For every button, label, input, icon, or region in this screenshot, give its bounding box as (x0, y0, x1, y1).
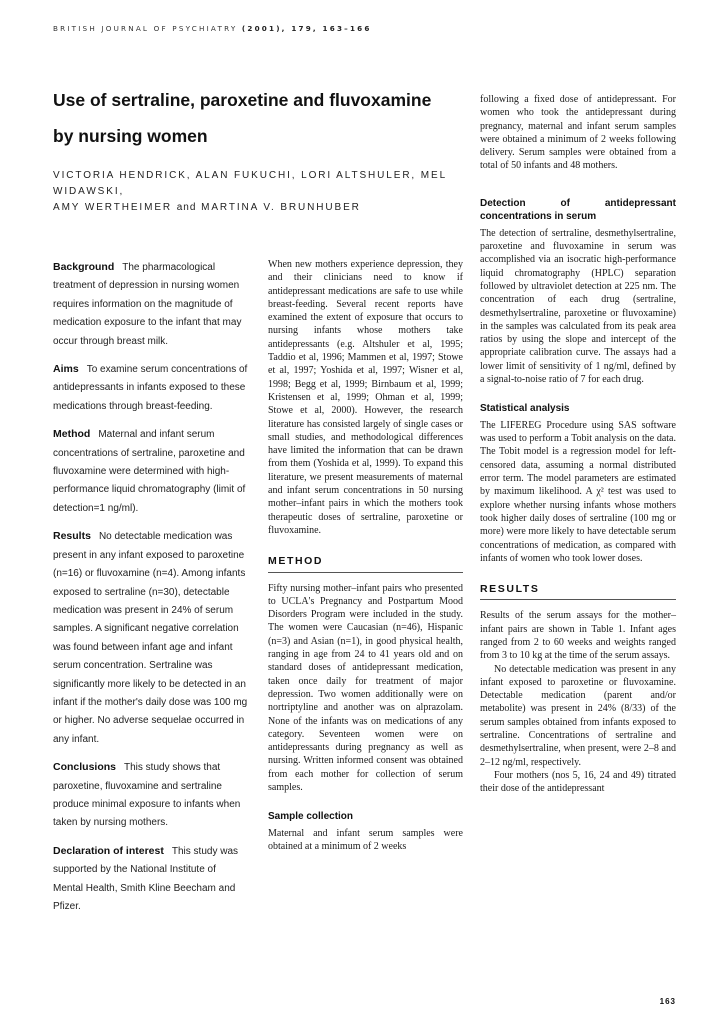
sample-collection-paragraph: Maternal and infant serum samples were obtained at a minimum of 2 weeks (268, 827, 463, 853)
method-paragraph: Fifty nursing mother–infant pairs who presented to UCLA's Pregnancy and Postpartum Mood Disorders Program were included in the study. The women were Caucasian (n=46), Hispanic (n=3) and Asian (n=1), in good physical health, ranging in age from 24 to 41 years old and on standard doses of antidepressant medication, taken once daily for treatment of major depression. Two women additionally were on nortriptyline and another was on alprazolam. None of the infants was on medications of any category. Seventeen women were on antidepressants during pregnancy as well as nursing. Written informed consent was obtained from each mother for collection of serum samples. (268, 582, 463, 793)
authors-line-2a: AMY WERTHEIMER (53, 202, 173, 213)
results-paragraph-2: No detectable medication was present in any infant exposed to paroxetine or fluvoxamine. Detectable medication (parent and/or metabolite) was present in 24% (8/33) of the serum samples obtained from infants exposed to sertraline. Concentrations of sertraline and desmethylsertraline, when present, were 2–8 and 2–12 ng/ml, respectively. (480, 663, 676, 768)
intro-paragraph: When new mothers experience depression, they and their clinicians need to know if antidepressant medications are safe to use while breast-feeding. Several recent reports have examined the extent of exposure that occurs to nursing infants whose mothers take antidepressants (e.g. Altshuler et al, 1995; Taddio et al, 1996; Mammen et al, 1997; Stowe et al, 1997; Yoshida et al, 1997; Wisner et al, 1998; Begg et al, 1999; Birnbaum et al, 1999; Kristensen et al, 1999; Ohman et al, 1999; Stowe et al, 2000). However, the research literature has consisted largely of single cases or small studies, and methodological differences have limited the information that can be drawn from them (Yoshida et al, 1999). To expand this literature, we present measurements of maternal and infant serum concentrations in 50 nursing mother–infant pairs in which the mothers took therapeutic doses of sertraline, paroxetine or fluvoxamine. (268, 259, 463, 536)
results-paragraph-3: Four mothers (nos 5, 16, 24 and 49) titrated their dose of the antidepressant (480, 769, 676, 795)
title-line-2: by nursing women (53, 126, 208, 146)
results-heading: RESULTS (480, 583, 676, 600)
authors-and: and (176, 202, 197, 213)
abstract-declaration: Declaration of interest This study was supported by the National Institute of Mental Health, Smith Kline Beecham and Pfizer. (53, 844, 239, 912)
journal-name: BRITISH JOURNAL OF PSYCHIATRY (53, 24, 238, 33)
running-header (53, 24, 673, 33)
statistics-paragraph: The LIFEREG Procedure using SAS software was used to perform a Tobit analysis on the data. The Tobit model is a regression model for left-censored data, assuming a normal distributed error term. The model parameters are estimated by maximum likelihood. A χ² test was used to explore whether nursing infants whose mothers took higher daily doses of sertraline (100 mg or more) were more likely to have detectable serum concentrations of medication, as compared with infants of women who took lower doses. (480, 419, 676, 564)
abstract-method: Method Maternal and infant serum concentrations of sertraline, paroxetine and fluvoxamine were determined with high-performance liquid chromatography (limit of detection=1 ng/ml). (53, 428, 246, 514)
authors-line-2b: MARTINA V. BRUNHUBER (201, 202, 361, 213)
detection-heading: Detection of antidepressant concentrations in serum (480, 197, 676, 223)
title-block (53, 82, 473, 216)
abstract-conclusions: Conclusions This study shows that paroxetine, fluvoxamine and sertraline produce minimal exposure to infants when taken by nursing mothers. (53, 761, 241, 829)
sample-collection-continued: following a fixed dose of antidepressant. For women who took the antidepressant during pregnancy, maternal and infant serum samples were obtained a minimum of 2 weeks following delivery. Serum samples were obtained from a total of 50 infants and 48 mothers. (480, 94, 676, 172)
sample-collection-heading: Sample collection (268, 811, 354, 823)
author-list (53, 168, 473, 216)
detection-paragraph: The detection of sertraline, desmethylsertraline, paroxetine and fluvoxamine in serum was accomplished via an isocratic high-performance liquid chromatography (HPLC) separation followed by ultraviolet detection at 225 nm. The concentration of each drug (sertraline, desmethylsertraline, paroxetine or fluvoxamine) in the samples was calculated from its peak area ratios by using the slope and intercept of the appropriate calibration curve. The assays had a lower limit of sensitivity of 1 ng/ml, defined by a signal-to-noise ratio of 7 for each drug. (480, 227, 676, 386)
abstract-aims: Aims To examine serum concentrations of antidepressants in infants exposed to these medications through breast-feeding. (53, 363, 248, 412)
right-column (480, 93, 676, 796)
page-number: 163 (659, 997, 676, 1006)
abstract-results: Results No detectable medication was present in any infant exposed to paroxetine (n=16) or fluvoxamine (n=4). Among infants exposed to sertraline (n=30), detectable medication was present in 24% of serum samples. A significant negative correlation was found between infant age and infant serum concentration. Sertraline was significantly more likely to be detected in an infant if the mother's daily dose was 100 mg or higher. No adverse sequelae occurred in any infant. (53, 530, 248, 745)
method-heading: METHOD (268, 555, 463, 572)
journal-citation: (2001), 179, 163–166 (241, 24, 372, 33)
article-title (53, 82, 473, 154)
results-paragraph-1: Results of the serum assays for the mother–infant pairs are shown in Table 1. Infant ages ranged from 2 to 60 weeks and weights ranged from 3 to 10 kg at the time of the serum assays. (480, 610, 676, 662)
authors-line-1: VICTORIA HENDRICK, ALAN FUKUCHI, LORI ALTSHULER, MEL WIDAWSKI, (53, 170, 447, 197)
abstract-column (53, 258, 248, 925)
middle-column (268, 258, 463, 853)
title-line-1: Use of sertraline, paroxetine and fluvoxamine (53, 90, 432, 110)
statistics-heading: Statistical analysis (480, 403, 570, 415)
abstract-background: Background The pharmacological treatment of depression in nursing women requires information on the magnitude of medication exposure to the infant that may occur through breast milk. (53, 261, 242, 347)
